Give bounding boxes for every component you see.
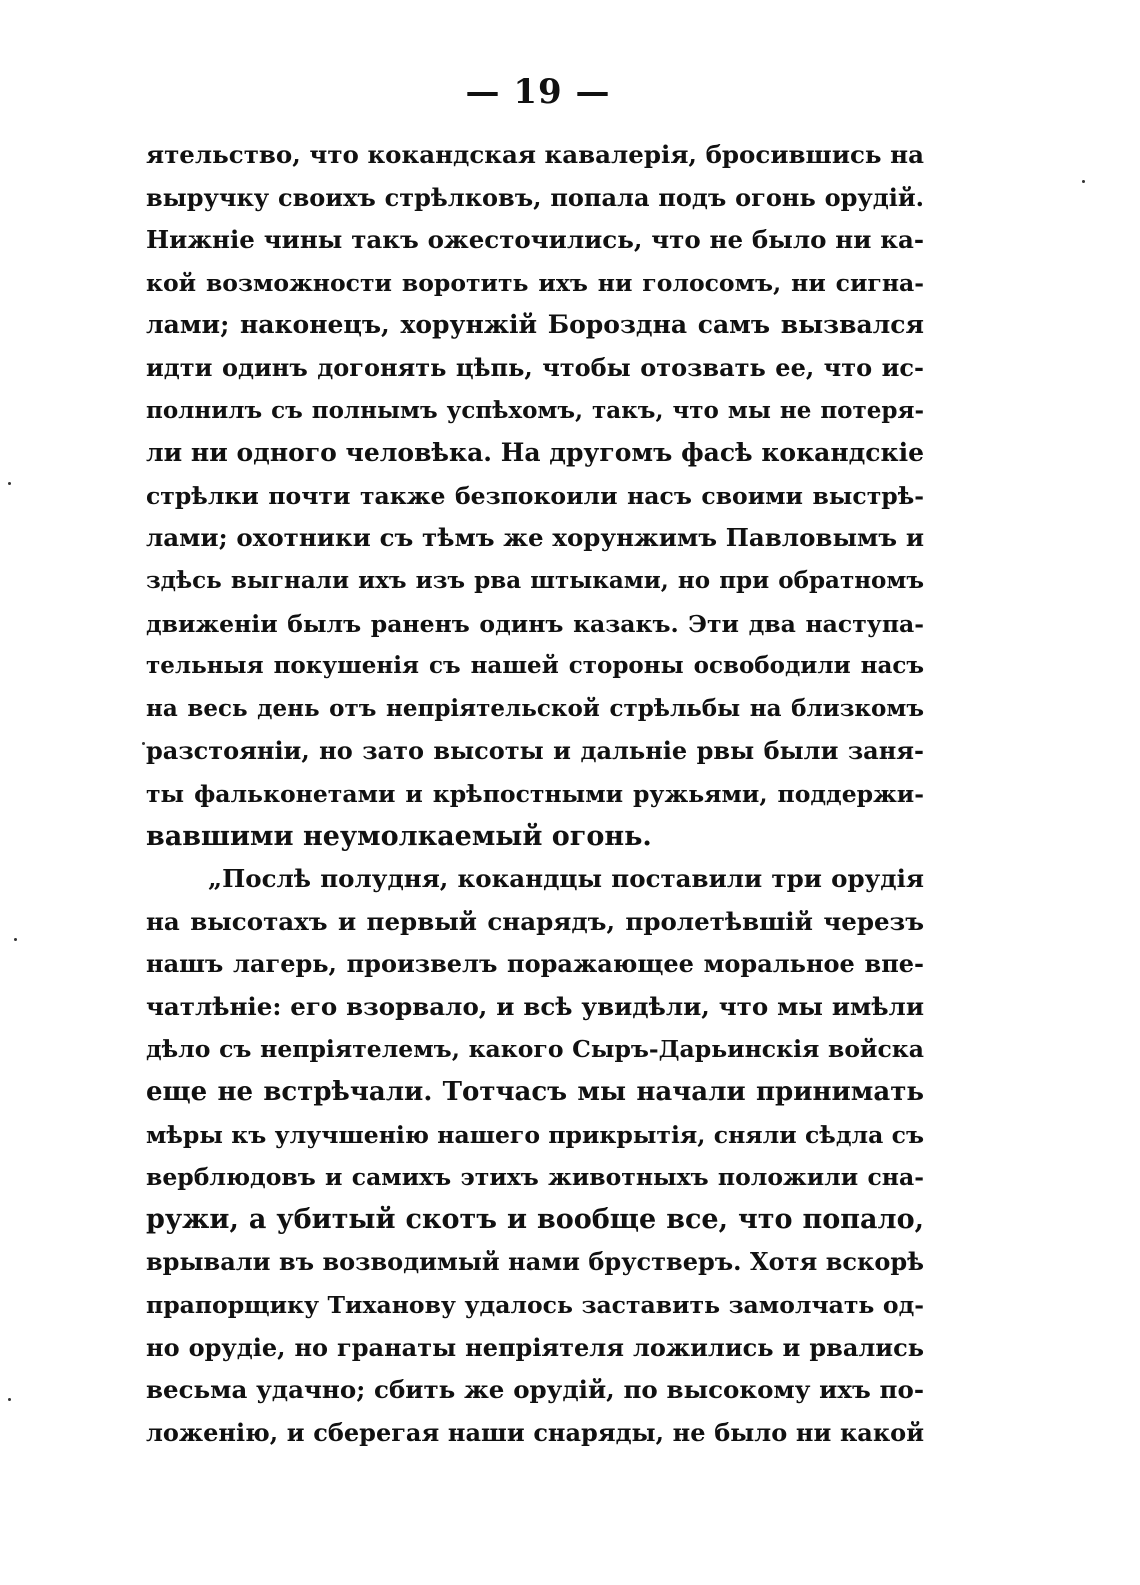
text-line: ложенію, и сберегая наши снаряды, не было ни какой	[146, 1417, 924, 1447]
scan-speck	[8, 1398, 11, 1401]
text-line: ятельство, что кокандская кавалерія, бросившись на	[146, 140, 924, 169]
text-line: стрѣлки почти также безпокоили насъ своими выстрѣ-	[146, 481, 924, 510]
text-line: на высотахъ и первый снарядъ, пролетѣвшій черезъ	[146, 906, 924, 936]
text-line: прапорщику Тиханову удалось заставить замолчать од-	[146, 1291, 924, 1320]
text-line: лами; охотники съ тѣмъ же хорунжимъ Павловымъ и	[146, 523, 924, 553]
scan-speck	[14, 938, 17, 941]
text-line: еще не встрѣчали. Тотчасъ мы начали принимать	[146, 1077, 924, 1108]
text-line: весьма удачно; сбить же орудій, по высокому ихъ по-	[146, 1375, 924, 1405]
text-line: врывали въ возводимый нами брустверъ. Хотя вскорѣ	[146, 1247, 924, 1277]
text-line: полнилъ съ полнымъ успѣхомъ, такъ, что мы не потеря-	[146, 396, 924, 424]
text-line: тельныя покушенія съ нашей стороны освободили насъ	[146, 652, 924, 680]
scan-speck	[1082, 180, 1085, 183]
paragraph-end-line: вавшими неумолкаемый огонь.	[146, 820, 652, 852]
scan-speck	[142, 742, 145, 745]
text-line: здѣсь выгнали ихъ изъ рва штыками, но при обратномъ	[146, 566, 924, 594]
text-line: Нижніе чины такъ ожесточились, что не было ни ка-	[146, 225, 924, 255]
text-line: идти одинъ догонять цѣпь, чтобы отозвать ее, что ис-	[146, 352, 924, 382]
text-line: верблюдовъ и самихъ этихъ животныхъ положили сна-	[146, 1163, 924, 1192]
text-line: мѣры къ улучшенію нашего прикрытія, сняли сѣдла съ	[146, 1120, 924, 1149]
text-line: ты фальконетами и крѣпостными ружьями, поддержи-	[146, 779, 924, 808]
paragraph-start-line: „Послѣ полудня, кокандцы поставили три орудія	[208, 864, 924, 894]
text-line: но орудіе, но гранаты непріятеля ложились и рвались	[146, 1332, 924, 1362]
text-line: ружи, а убитый скотъ и вообще все, что попало,	[146, 1203, 924, 1235]
text-line: разстояніи, но зато высоты и дальніе рвы были заня-	[146, 736, 924, 766]
text-line: нашъ лагерь, произвелъ поражающее моральное впе-	[146, 949, 924, 979]
text-line: кой возможности воротить ихъ ни голосомъ, ни сигна-	[146, 268, 924, 297]
text-line: дѣло съ непріятелемъ, какого Сыръ-Дарьинскія войска	[146, 1035, 924, 1064]
text-line: лами; наконецъ, хорунжій Борозднa самъ вызвался	[146, 310, 924, 340]
text-line: ли ни одного человѣка. На другомъ фасѣ кокандскіе	[146, 438, 924, 468]
text-line: движеніи былъ раненъ одинъ казакъ. Эти два наступа-	[146, 609, 924, 638]
text-line: на весь день отъ непріятельской стрѣльбы на близкомъ	[146, 694, 924, 722]
scan-speck	[8, 482, 11, 485]
page-number: — 19 —	[465, 72, 611, 112]
text-line: выручку своихъ стрѣлковъ, попала подъ огонь орудій.	[146, 182, 924, 212]
body-text	[146, 134, 924, 1454]
text-line: чатлѣніе: его взорвало, и всѣ увидѣли, что мы имѣли	[146, 991, 924, 1021]
